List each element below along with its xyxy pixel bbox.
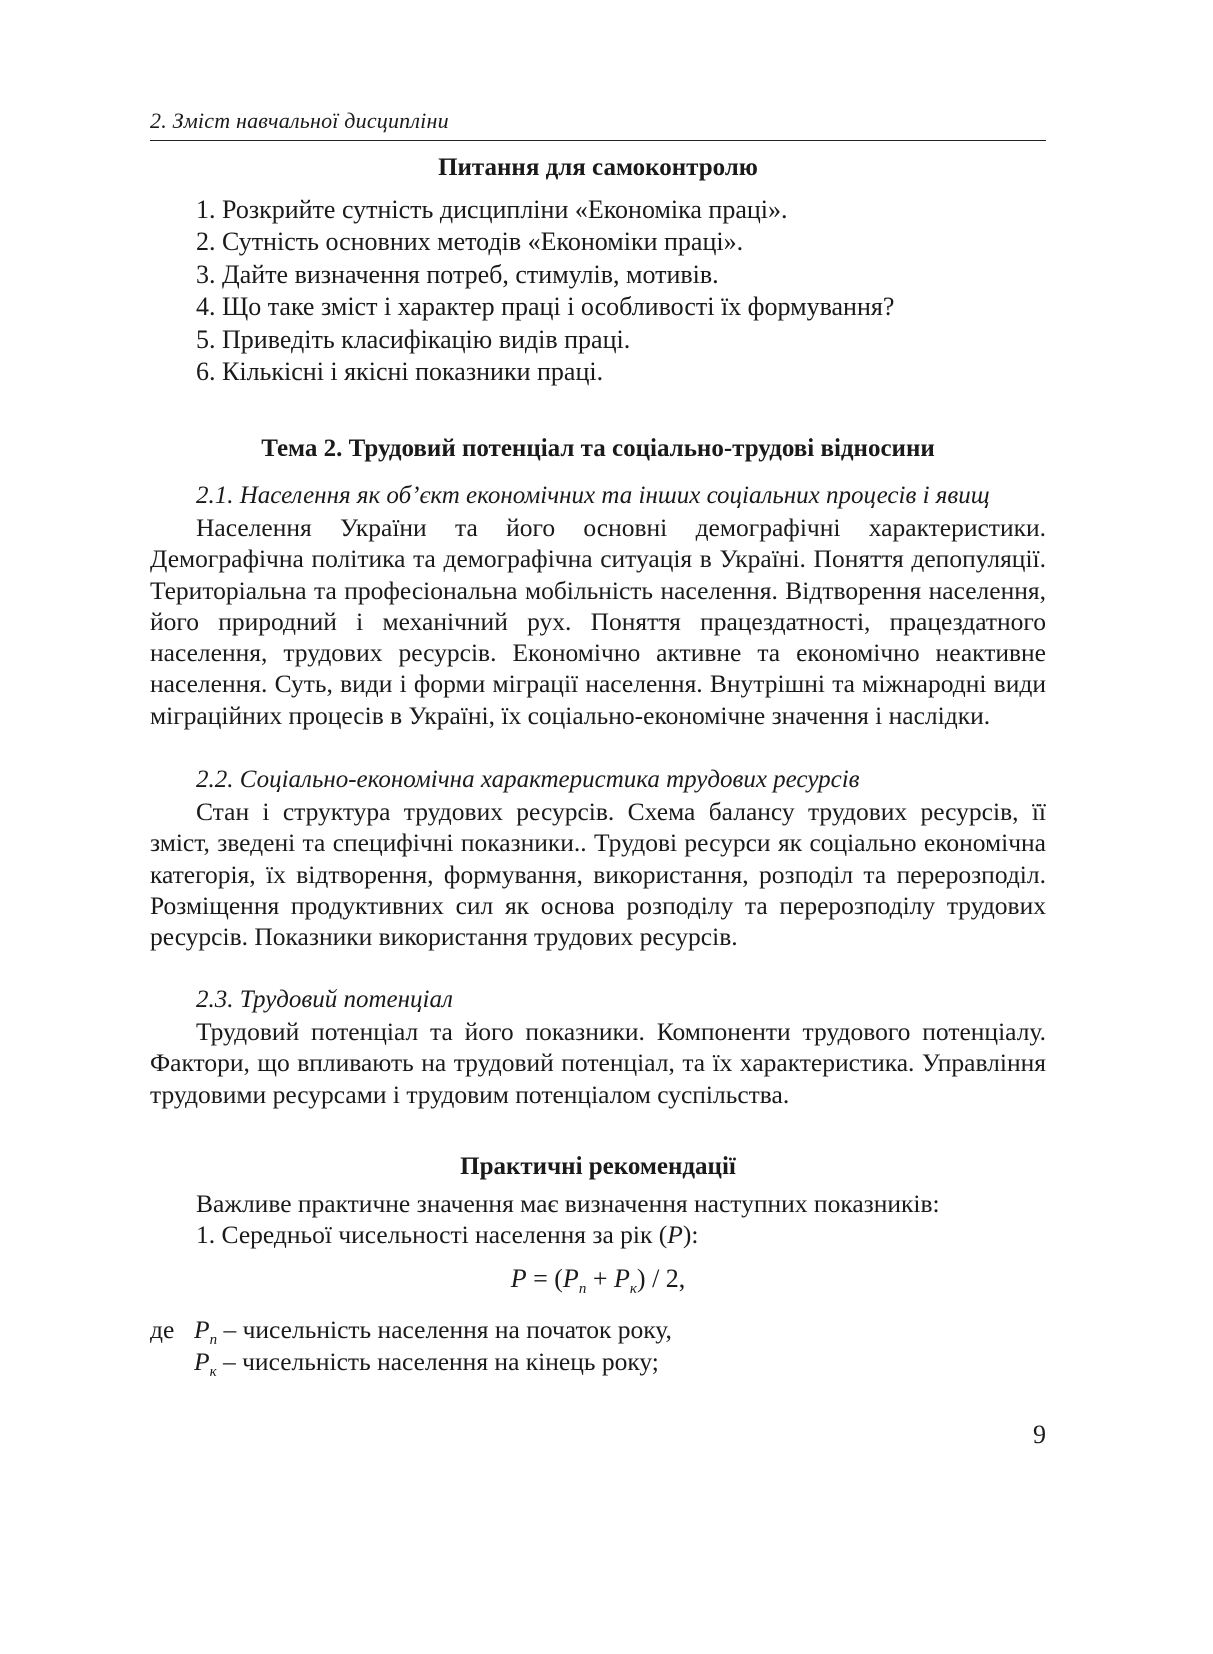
list-item: 1. Розкрийте сутність дисципліни «Економіка праці». (196, 195, 788, 224)
running-head: 2. Зміст навчальної дисципліни (150, 108, 449, 133)
practical-item-1 (196, 1219, 698, 1251)
formula-sub2: к (629, 1281, 637, 1297)
def-text: – чисельність населення на початок року, (217, 1315, 672, 1344)
list-item: 6. Кількісні і якісні показники праці. (196, 357, 604, 387)
self-check-title: Питання для самоконтролю (438, 154, 758, 181)
formula-tail: ) / 2, (636, 1264, 686, 1293)
def-text: – чисельність населення на кінець року; (216, 1347, 659, 1376)
list-item: 3. Дайте визначення потреб, стимулів, мотивів. (196, 259, 719, 289)
page-number: 9 (1033, 1420, 1046, 1449)
definition-start (194, 1314, 672, 1346)
practical-title: Практичні рекомендації (460, 1153, 736, 1180)
def-sub: п (209, 1332, 218, 1348)
practical-intro: Важливе практичне значення має визначення наступних показників: (196, 1189, 940, 1218)
formula-eq: = ( (526, 1264, 563, 1293)
formula-p2: P (613, 1264, 630, 1293)
item-symbol: P (667, 1220, 683, 1249)
definition-end (194, 1346, 659, 1378)
header-rule (150, 140, 1046, 141)
item-close: ): (682, 1220, 699, 1249)
where-word: де (150, 1315, 175, 1344)
formula-lhs: P (510, 1264, 527, 1293)
def-symbol: P (194, 1347, 210, 1376)
list-item: 2. Сутність основних методів «Економіки праці». (196, 227, 744, 257)
section-heading-2-1: 2.1. Населення як об’єкт економічних та інших соціальних процесів і явищ (196, 482, 990, 509)
formula-sub1: п (578, 1281, 587, 1297)
formula-p1: P (562, 1264, 579, 1293)
def-symbol: P (194, 1315, 210, 1344)
section-text-2-2: Стан і структура трудових ресурсів. Схема балансу трудових ресурсів, її зміст, зведені та специфічні показники.. Трудові ресурси як соціально економічна категорія, їх відтворення, формування, використання, розподіл та перерозподіл. Розміщення продуктивних сил як основа розподілу та перерозподілу трудових ресурсів. Показники використання трудових ресурсів. (150, 797, 1046, 952)
self-check-list (196, 194, 894, 388)
section-text-2-3: Трудовий потенціал та його показники. Компоненти трудового потенціалу. Фактори, що впливають на трудовий потенціал, та їх характеристика. Управління трудовими ресурсами і трудовим потенціалом суспільства. (150, 1017, 1046, 1109)
document-page (150, 0, 1046, 1654)
item-text: 1. Середньої чисельності населення за рік ( (196, 1220, 668, 1249)
topic-title: Тема 2. Трудовий потенціал та соціально-трудові відносини (261, 435, 935, 462)
average-population-formula (150, 1262, 1046, 1296)
list-item: 5. Приведіть класифікацію видів праці. (196, 324, 631, 354)
section-heading-2-3: 2.3. Трудовий потенціал (196, 986, 453, 1013)
section-heading-2-2: 2.2. Соціально-економічна характеристика трудових ресурсів (196, 766, 860, 793)
section-text-2-1: Населення України та його основні демографічні характеристики. Демографічна політика та демографічна ситуація в Україні. Поняття депопуляції. Територіальна та професіональна мобільність населення. Відтворення населення, його природний і механічний рух. Поняття працездатності, працездатного населення, трудових ресурсів. Економічно активне та економічно неактивне населення. Суть, види і форми міграції населення. Внутрішні та міжнародні види міграційних процесів в Україні, їх соціально-економічне значення і наслідки. (150, 513, 1046, 730)
formula-plus: + (586, 1264, 614, 1293)
def-sub: к (209, 1364, 217, 1380)
list-item: 4. Що таке зміст і характер праці і особливості їх формування? (196, 292, 895, 322)
